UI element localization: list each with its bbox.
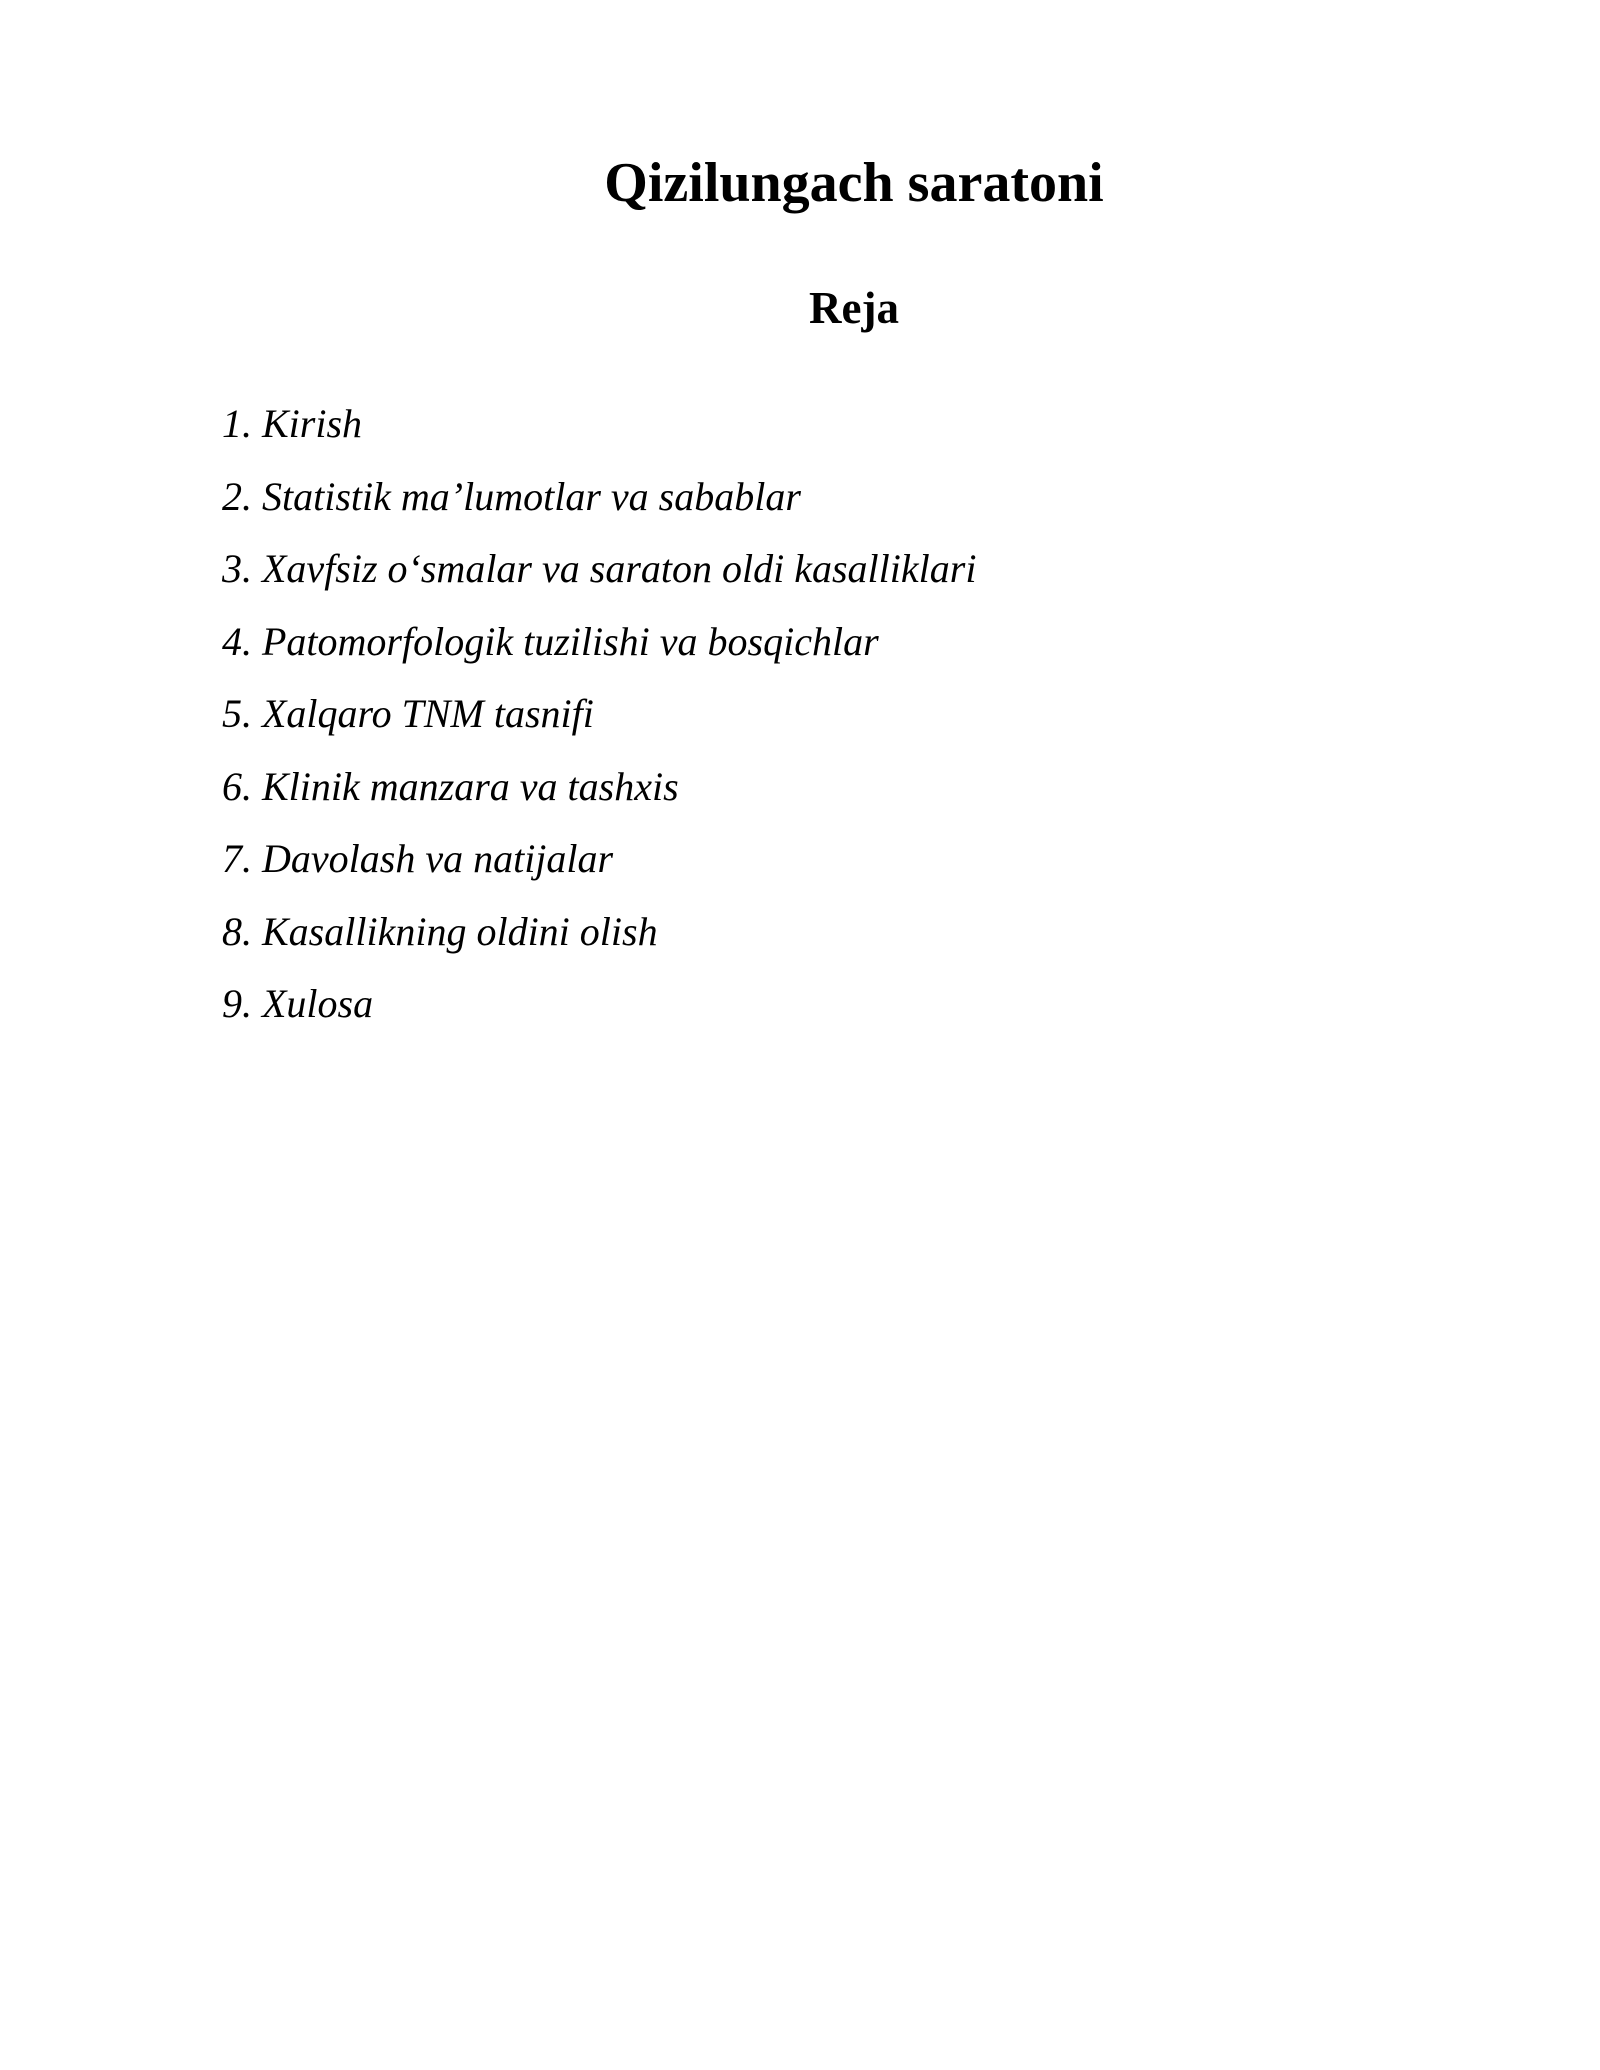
plan-item-pathomorphology: 4. Patomorfologik tuzilishi va bosqichlar xyxy=(222,618,879,664)
document-title: Qizilungach saratoni xyxy=(604,152,1104,214)
plan-item-tnm-classification: 5. Xalqaro TNM tasnifi xyxy=(222,691,594,736)
plan-item-prevention: 8. Kasallikning oldini olish xyxy=(222,908,658,954)
plan-item-introduction: 1. Kirish xyxy=(222,401,363,446)
plan-item-precancerous: 3. Xavfsiz o‘smalar va saraton oldi kasalliklari xyxy=(222,546,977,591)
plan-item-treatment: 7. Davolash va natijalar xyxy=(222,836,614,881)
plan-item-statistics: 2. Statistik ma’lumotlar va sabablar xyxy=(222,473,801,519)
plan-item-conclusion: 9. Xulosa xyxy=(222,981,374,1026)
plan-item-clinical-diagnosis: 6. Klinik manzara va tashxis xyxy=(222,763,679,809)
plan-heading: Reja xyxy=(809,283,899,333)
plan-list xyxy=(222,388,976,1041)
